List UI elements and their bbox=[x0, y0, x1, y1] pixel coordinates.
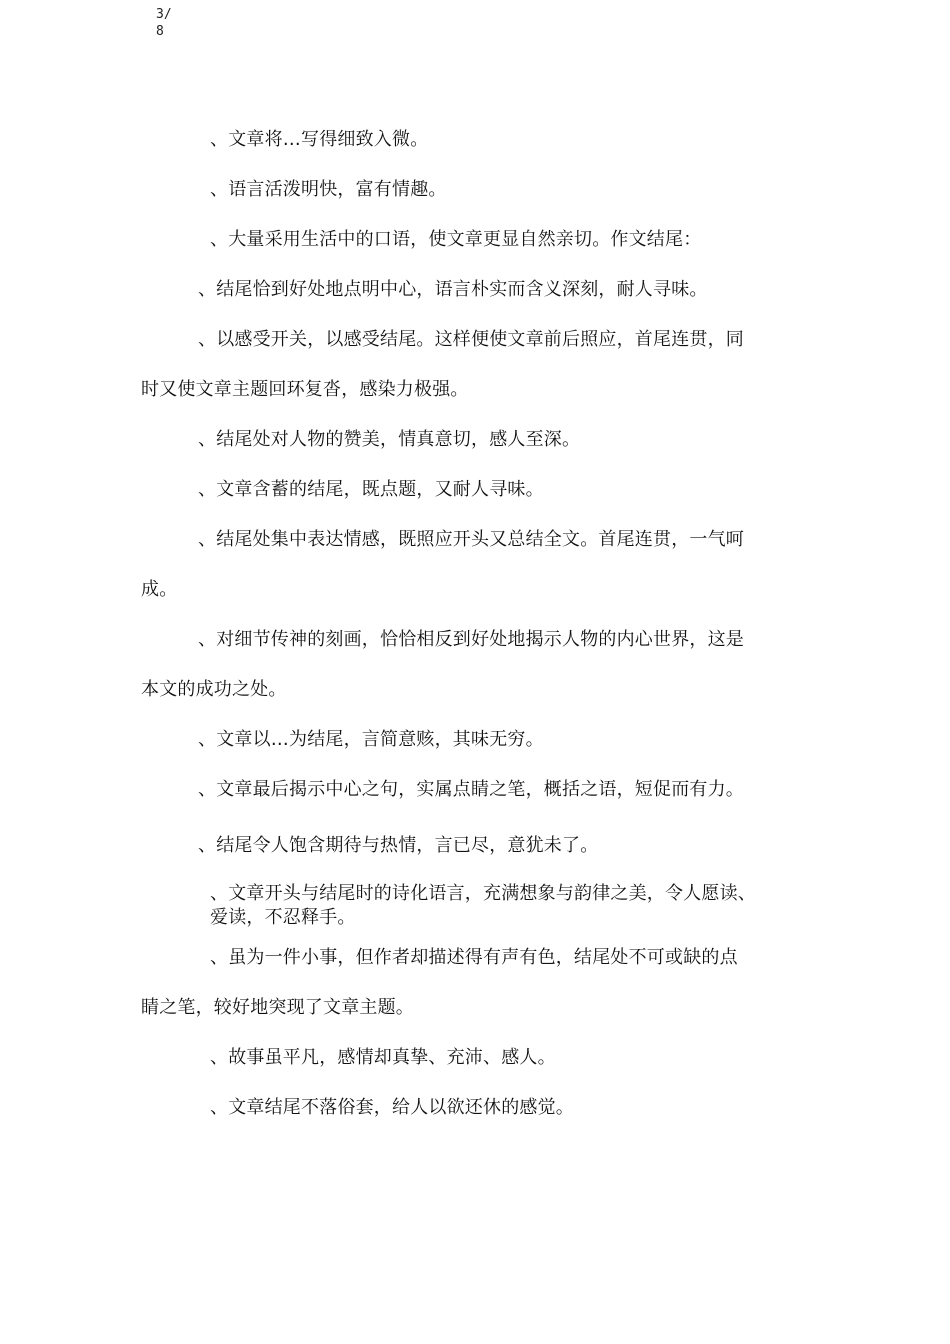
text-line: 本文的成功之处。 bbox=[141, 679, 287, 700]
text-line: 成。 bbox=[141, 579, 178, 600]
text-line: 、语言活泼明快，富有情趣。 bbox=[210, 179, 447, 200]
text-line: 、文章最后揭示中心之句，实属点睛之笔，概括之语，短促而有力。 bbox=[198, 779, 744, 800]
page-number-top: 3/ bbox=[156, 7, 172, 22]
text-line: 、对细节传神的刻画，恰恰相反到好处地揭示人物的内心世界，这是 bbox=[198, 629, 744, 650]
text-line: 睛之笔，较好地突现了文章主题。 bbox=[141, 997, 414, 1018]
text-line: 、故事虽平凡，感情却真挚、充沛、感人。 bbox=[210, 1047, 556, 1068]
text-line: 、结尾处集中表达情感，既照应开头又总结全文。首尾连贯，一气呵 bbox=[198, 529, 744, 550]
text-line: 、结尾令人饱含期待与热情，言已尽，意犹未了。 bbox=[198, 835, 599, 856]
page-number bbox=[156, 6, 176, 40]
text-line: 、文章含蓄的结尾，既点题，又耐人寻味。 bbox=[198, 479, 544, 500]
text-line: 时又使文章主题回环复沓，感染力极强。 bbox=[141, 379, 469, 400]
text-line: 、结尾恰到好处地点明中心，语言朴实而含义深刻，耐人寻味。 bbox=[198, 279, 708, 300]
text-line: 、文章将…写得细致入微。 bbox=[210, 129, 429, 150]
text-line: 爱读，不忍释手。 bbox=[210, 907, 356, 928]
text-line: 、结尾处对人物的赞美，情真意切，感人至深。 bbox=[198, 429, 581, 450]
text-line: 、虽为一件小事，但作者却描述得有声有色，结尾处不可或缺的点 bbox=[210, 947, 738, 968]
text-line: 、以感受开关，以感受结尾。这样便使文章前后照应，首尾连贯，同 bbox=[198, 329, 744, 350]
text-line: 、文章以…为结尾，言简意赅，其味无穷。 bbox=[198, 729, 544, 750]
page-number-bottom: 8 bbox=[156, 24, 164, 39]
text-line: 、文章结尾不落俗套，给人以欲还休的感觉。 bbox=[210, 1097, 574, 1118]
text-line: 、大量采用生活中的口语，使文章更显自然亲切。作文结尾： bbox=[210, 229, 702, 250]
text-line: 、文章开头与结尾时的诗化语言，充满想象与韵律之美，令人愿读、 bbox=[210, 883, 756, 904]
